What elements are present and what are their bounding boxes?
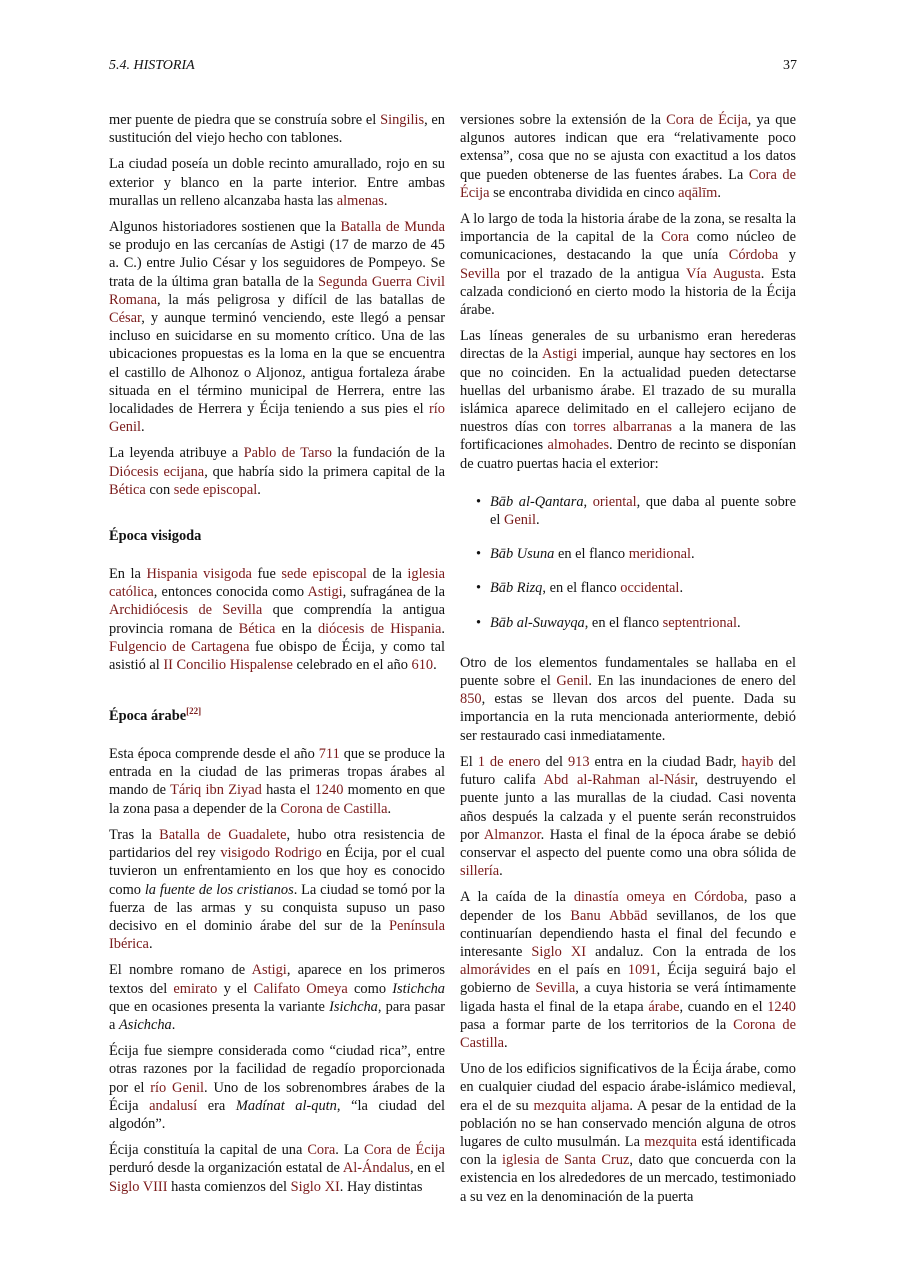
wiki-link[interactable]: torres albarranas: [573, 419, 673, 436]
wiki-link[interactable]: aqālīm: [678, 184, 718, 201]
paragraph: En la Hispania visigoda fue sede episcopal de la iglesia católica, entonces conocida como Astigi, sufragánea de la Archidiócesis de Sevilla que comprendía la antigua provincia romana de Bética en la diócesis de Hispania. Fulgencio de Cartagena fue obispo de Écija, y como tal asistió al II Concilio Hispalense celebrado en el año 610.: [109, 566, 446, 674]
wiki-link[interactable]: iglesia católica: [109, 566, 445, 601]
wiki-link[interactable]: Siglo XI: [290, 1178, 340, 1195]
paragraph: Algunos historiadores sostienen que la Batalla de Munda se produjo en las cercanías de Astigi (17 de marzo de 45 a. C.) entre Julio César y los seguidores de Pompeyo. Se trata de la última gran batalla de la Segunda Guerra Civil Romana, la más peligrosa y difícil de las batallas de César, y aunque terminó venciendo, este llegó a pensar incluso en suicidarse en su momento crítico. Una de las ubicaciones propuestas es la loma en la que se encuentra el castillo de Alhonoz o Aljonoz, antigua fortaleza árabe situada en el término municipal de Herrera, entre las localidades de Herrera y Écija teniendo a sus pies el río Genil.: [109, 219, 445, 436]
wiki-link[interactable]: Diócesis ecijana: [109, 463, 205, 480]
wiki-link[interactable]: Cora de Écija: [363, 1142, 445, 1159]
wiki-link[interactable]: Abd al-Rahman al-Násir: [543, 772, 695, 789]
italic-term: Madínat al-qutn: [235, 1097, 337, 1114]
wiki-link[interactable]: Corona de Castilla: [460, 1016, 796, 1051]
paragraph: A la caída de la dinastía omeya en Córdoba, paso a depender de los Banu Abbād sevillanos, de los que continuarían dependiendo hasta el final del fecundo e interesante Siglo XI andaluz. Con la entrada de los almorávides en el país en 1091, Écija seguirá bajo el gobierno de Sevilla, a cuya historia se verá íntimamente ligada hasta el final de la etapa árabe, cuando en el 1240 pasa a formar parte de los territorios de la Corona de Castilla.: [460, 889, 797, 1051]
italic-term: Bāb Usuna: [490, 546, 555, 563]
wiki-link[interactable]: Astigi: [307, 584, 343, 601]
wiki-link[interactable]: almenas: [336, 192, 384, 209]
paragraph: Écija constituía la capital de una Cora. La Cora de Écija perduró desde la organización estatal de Al-Ándalus, en el Siglo VIII hasta comienzos del Siglo XI. Hay distintas: [109, 1142, 445, 1195]
bullet-icon: •: [476, 546, 482, 563]
wiki-link[interactable]: 850: [460, 691, 482, 708]
paragraph: Tras la Batalla de Guadalete, hubo otra resistencia de partidarios del rey visigodo Rodrigo en Écija, por el cual tuvieron un enfrentamiento en los que hoy es conocido como la fuente de los cristianos. La ciudad se tomó por la fuerza de las armas y su conquista supuso un paso decisivo en el dominio árabe del sur de la Península Ibérica.: [109, 826, 446, 953]
wiki-link[interactable]: Táriq ibn Ziyad: [170, 782, 262, 799]
wiki-link[interactable]: sede episcopal: [281, 566, 367, 583]
wiki-link[interactable]: oriental: [592, 493, 637, 510]
wiki-link[interactable]: Corona de Castilla: [280, 800, 388, 817]
wiki-link[interactable]: 913: [567, 753, 590, 770]
wiki-link[interactable]: Siglo XI: [531, 943, 587, 960]
list-item: [460, 579, 796, 597]
italic-term: Isichcha: [329, 998, 378, 1015]
wiki-link[interactable]: Segunda Guerra Civil Romana: [109, 273, 445, 308]
wiki-link[interactable]: Batalla de Guadalete: [159, 826, 287, 843]
wiki-link[interactable]: sede episcopal: [173, 481, 258, 498]
wiki-link[interactable]: hayib: [741, 753, 774, 770]
wiki-link[interactable]: Cora de Écija: [666, 112, 748, 128]
wiki-link[interactable]: Al-Ándalus: [342, 1160, 410, 1177]
wiki-link[interactable]: 1240: [314, 782, 344, 799]
wiki-link[interactable]: árabe: [648, 998, 680, 1015]
heading-text: Época árabe: [109, 708, 187, 725]
wiki-link[interactable]: Rodrigo: [274, 845, 322, 862]
paragraph: Las líneas generales de su urbanismo eran herederas directas de la Astigi imperial, aunque hay sectores en los que no coinciden. En la actualidad pueden detectarse huellas del urbanismo árabe. El trazado de su muralla islámica aparece delimitado en el callejero ecijano de nuestros días con torres albarranas a la manera de las fortificaciones almohades. Dentro de recinto se disponían de cuatro puertas hacia el exterior:: [460, 328, 797, 472]
bullet-icon: •: [476, 580, 482, 597]
wiki-link[interactable]: Astigi: [542, 346, 578, 363]
wiki-link[interactable]: Córdoba: [728, 247, 779, 264]
wiki-link[interactable]: Hispania visigoda: [146, 566, 252, 583]
page-number: 37: [783, 58, 797, 73]
wiki-link[interactable]: Batalla de Munda: [340, 219, 445, 236]
wiki-link[interactable]: emirato: [173, 980, 218, 997]
paragraph: Otro de los elementos fundamentales se hallaba en el puente sobre el Genil. En las inundaciones de enero del 850, estas se llevan dos arcos del puente. Dada su importancia en la ruta mencionada anteriormente, debió ser restaurado casi inmediatamente.: [460, 654, 796, 744]
wiki-link[interactable]: 1 de enero: [477, 753, 541, 770]
wiki-link[interactable]: Astigi: [251, 962, 287, 979]
wiki-link[interactable]: Sevilla: [460, 265, 500, 282]
paragraph: Esta época comprende desde el año 711 que se produce la entrada en la ciudad de las primeras tropas árabes al mando de Táriq ibn Ziyad hasta el 1240 momento en que la zona pasa a depender de la Corona de Castilla.: [109, 746, 445, 817]
wiki-link[interactable]: Almanzor: [483, 826, 541, 843]
wiki-link[interactable]: andalusí: [149, 1097, 198, 1114]
list-item: [460, 545, 796, 563]
list-item-text: Bāb Usuna en el flanco meridional.: [490, 546, 695, 563]
wiki-link[interactable]: río Genil: [109, 401, 445, 436]
list-item-text: Bāb Rizq, en el flanco occidental.: [490, 580, 684, 597]
paragraph: Uno de los edificios significativos de la Écija árabe, como en cualquier ciudad del espacio árabe-islámico medieval, era el de su mezquita aljama. A pesar de la entidad de la población no se han conservado mención alguna de otros lugares de culto musulmán. La mezquita está identificada con la iglesia de Santa Cruz, dato que concuerda con la existencia en los alrededores de un mercado, testimoniado a su vez en la denominación de la puerta: [460, 1061, 797, 1205]
wiki-link[interactable]: Califato Omeya: [253, 980, 348, 997]
wiki-link[interactable]: mezquita: [644, 1133, 698, 1150]
wiki-link[interactable]: sillería: [460, 863, 500, 880]
wiki-link[interactable]: Fulgencio de Cartagena: [109, 638, 250, 655]
section-heading-visigoda: Época visigoda: [109, 528, 202, 545]
wiki-link[interactable]: Banu Abbād: [570, 907, 648, 924]
wiki-link[interactable]: occidental: [620, 580, 680, 597]
wiki-link[interactable]: Bética: [238, 620, 276, 637]
italic-term: la fuente de los cristianos: [144, 881, 294, 898]
wiki-link[interactable]: septentrional: [662, 614, 737, 631]
italic-term: Bāb al-Suwayqa: [490, 614, 585, 631]
paragraph: La ciudad poseía un doble recinto amurallado, rojo en su exterior y blanco en la parte interior. Entre ambas murallas un relleno alcanzaba hasta las almenas.: [109, 156, 445, 209]
running-head: [109, 58, 797, 78]
list-item-text: Bāb al-Qantara, oriental, que daba al puente sobre el Genil.: [490, 493, 796, 529]
wiki-link[interactable]: 711: [318, 746, 340, 763]
wiki-link[interactable]: Vía Augusta: [685, 265, 761, 282]
wiki-link[interactable]: Bética: [109, 481, 146, 498]
list-item: [460, 614, 796, 632]
wiki-link[interactable]: Cora: [307, 1142, 336, 1159]
wiki-link[interactable]: 1091: [627, 962, 657, 979]
wiki-link[interactable]: almorávides: [460, 962, 531, 979]
wiki-link[interactable]: diócesis de Hispania: [317, 620, 442, 637]
bullet-icon: •: [476, 614, 482, 631]
bullet-icon: •: [476, 493, 482, 510]
wiki-link[interactable]: Genil: [556, 673, 589, 690]
paragraph: A lo largo de toda la historia árabe de la zona, se resalta la importancia de la capital de la Cora como núcleo de comunicaciones, destacando la que unía Córdoba y Sevilla por el trazado de la antigua Vía Augusta. Esta calzada condicionó en cierto modo la historia de la Écija árabe.: [460, 211, 796, 319]
wiki-link[interactable]: César: [109, 310, 142, 327]
wiki-link[interactable]: Cora: [661, 229, 690, 246]
wiki-link[interactable]: visigodo: [220, 845, 270, 862]
wiki-link[interactable]: Cora de Écija: [460, 166, 797, 201]
paragraph: Écija fue siempre considerada como “ciudad rica”, entre otras razones por la facilidad de regadío proporcionada por el río Genil. Uno de los sobrenombres árabes de la Écija andalusí era Madínat al-qutn, “la ciudad del algodón”.: [109, 1043, 446, 1132]
list-item: [460, 493, 796, 529]
paragraph: El nombre romano de Astigi, aparece en los primeros textos del emirato y el Califato Omeya como Istichcha que en ocasiones presenta la variante Isichcha, para pasar a Asichcha.: [109, 962, 445, 1033]
italic-term: Istichcha: [392, 980, 445, 997]
right-column: [460, 111, 796, 1214]
wiki-link[interactable]: 1240: [767, 998, 796, 1015]
paragraph: versiones sobre la extensión de la Cora de Écija, ya que algunos autores indican que era “relativamente poco extensa”, cosa que no se ajusta con exactitud a los datos que pueden obtenerse de las fuentes árabes. La Cora de Écija se encontraba dividida en cinco aqālīm.: [460, 112, 797, 201]
paragraph: La leyenda atribuye a Pablo de Tarso la fundación de la Diócesis ecijana, que habría sido la primera capital de la Bética con sede episcopal.: [109, 445, 445, 498]
wiki-link[interactable]: Singilis: [380, 112, 425, 128]
section-heading-arabe: [109, 702, 445, 725]
section-title: 5.4. HISTORIA: [109, 58, 195, 73]
wiki-link[interactable]: Península Ibérica: [109, 917, 445, 953]
wiki-link[interactable]: Genil: [503, 512, 536, 529]
italic-term: Bāb Rizq: [490, 580, 543, 597]
wiki-link[interactable]: río Genil: [150, 1079, 205, 1096]
wiki-link[interactable]: iglesia de Santa Cruz: [502, 1152, 630, 1169]
italic-term: Bāb al-Qantara: [490, 493, 584, 510]
wiki-link[interactable]: II Concilio Hispalense: [163, 657, 293, 674]
paragraph: El 1 de enero del 913 entra en la ciudad Badr, hayib del futuro califa Abd al-Rahman al-Násir, destruyendo el puente junto a las murallas de la ciudad. Casi noventa años después la calzada y el puente serán reconstruidos por Almanzor. Hasta el final de la época árabe se debió conservar el aspecto del puente como una obra sólida de sillería.: [460, 753, 797, 880]
wiki-link[interactable]: meridional: [628, 546, 692, 563]
gates-list: [460, 493, 796, 632]
wiki-link[interactable]: 610: [411, 657, 434, 674]
wiki-link[interactable]: Sevilla: [535, 980, 576, 997]
wiki-link[interactable]: almohades: [547, 437, 610, 454]
list-item-text: Bāb al-Suwayqa, en el flanco septentrional.: [490, 614, 741, 631]
italic-term: Asichcha: [119, 1016, 172, 1033]
reference-link[interactable]: [22]: [186, 706, 202, 717]
wiki-link[interactable]: Siglo VIII: [109, 1178, 168, 1195]
left-column: [109, 111, 445, 1204]
wiki-link[interactable]: Pablo de Tarso: [243, 445, 332, 462]
wiki-link[interactable]: Archidiócesis de Sevilla: [109, 602, 263, 619]
wiki-link[interactable]: mezquita aljama: [533, 1097, 630, 1114]
paragraph: mer puente de piedra que se construía sobre el Singilis, en sustitución del viejo hecho con tablones.: [109, 112, 445, 147]
wiki-link[interactable]: dinastía omeya en Córdoba: [573, 889, 744, 906]
